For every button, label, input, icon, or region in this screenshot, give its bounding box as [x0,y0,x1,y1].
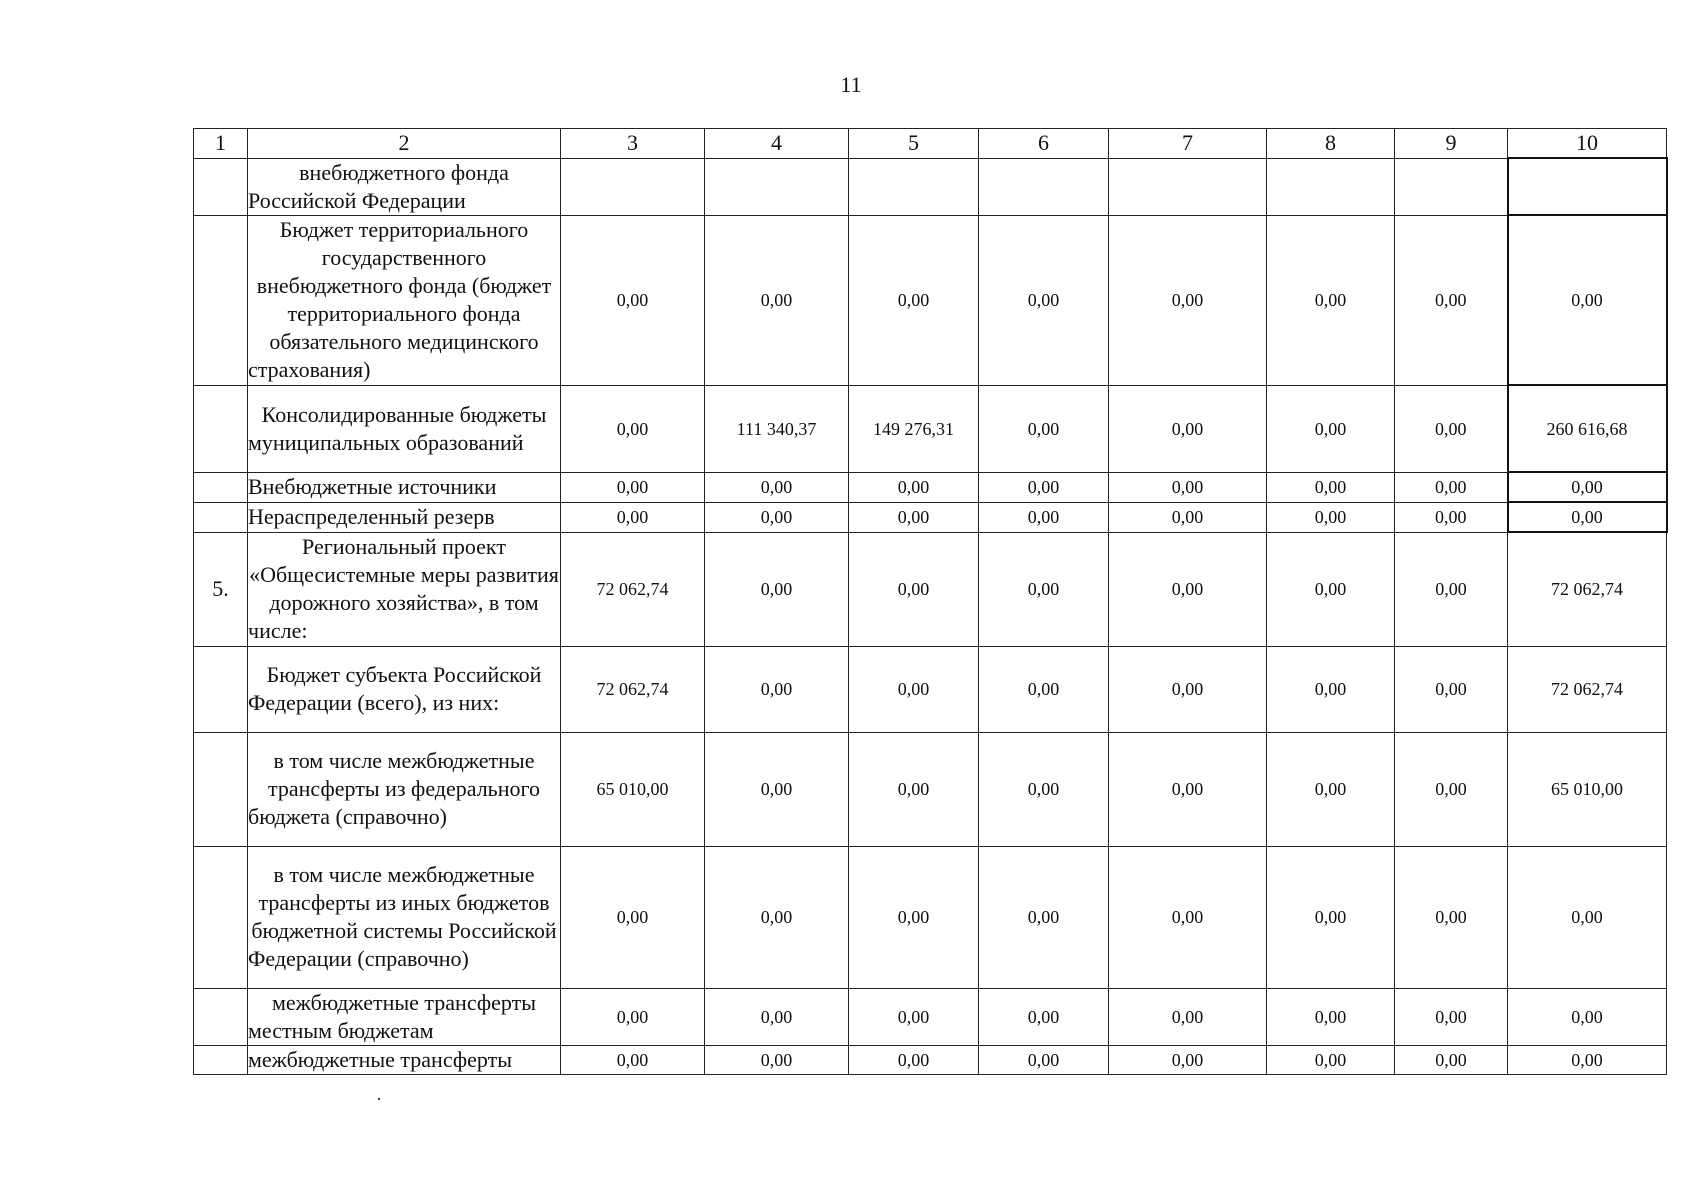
value-cell: 0,00 [1109,988,1267,1045]
total-cell: 65 010,00 [1508,732,1667,846]
row-index [194,988,248,1045]
row-label: в том числе межбюджетные трансферты из иных бюджетов бюджетной системы Российской Федерации (справочно) [248,846,561,988]
value-cell [705,158,849,215]
value-cell: 0,00 [705,646,849,732]
row-index [194,1045,248,1074]
value-cell: 0,00 [561,1045,705,1074]
row-index: 5. [194,532,248,646]
table-row [194,532,1667,646]
value-cell: 0,00 [1267,385,1395,472]
table-row [194,158,1667,215]
value-cell: 0,00 [849,472,979,502]
row-index [194,215,248,385]
value-cell [1267,158,1395,215]
row-index [194,158,248,215]
column-header: 4 [705,129,849,159]
table-row [194,215,1667,385]
value-cell: 0,00 [1109,646,1267,732]
value-cell: 72 062,74 [561,532,705,646]
row-index [194,732,248,846]
value-cell: 0,00 [1109,532,1267,646]
value-cell: 0,00 [1109,385,1267,472]
value-cell: 0,00 [1395,502,1508,532]
value-cell: 0,00 [1395,732,1508,846]
value-cell: 0,00 [1395,1045,1508,1074]
value-cell: 0,00 [1109,1045,1267,1074]
table-row [194,472,1667,502]
value-cell: 0,00 [1109,215,1267,385]
value-cell: 111 340,37 [705,385,849,472]
table-row [194,732,1667,846]
value-cell: 0,00 [1267,646,1395,732]
row-label: межбюджетные трансферты местным бюджетам [248,988,561,1045]
value-cell: 0,00 [1109,502,1267,532]
value-cell: 0,00 [1109,732,1267,846]
value-cell: 0,00 [979,732,1109,846]
table-row [194,385,1667,472]
row-index [194,385,248,472]
row-index [194,646,248,732]
total-cell [1508,158,1667,215]
total-cell: 72 062,74 [1508,646,1667,732]
value-cell: 0,00 [561,502,705,532]
table-row [194,646,1667,732]
column-header: 6 [979,129,1109,159]
value-cell: 0,00 [705,472,849,502]
value-cell [1109,158,1267,215]
value-cell: 0,00 [705,532,849,646]
column-header: 5 [849,129,979,159]
row-index [194,502,248,532]
value-cell: 0,00 [849,532,979,646]
value-cell: 0,00 [561,988,705,1045]
row-label: Нераспределенный резерв [248,502,561,532]
value-cell: 0,00 [979,846,1109,988]
value-cell: 0,00 [979,646,1109,732]
value-cell: 0,00 [979,532,1109,646]
row-index [194,846,248,988]
total-cell: 0,00 [1508,472,1667,502]
value-cell: 0,00 [705,988,849,1045]
value-cell: 0,00 [1267,215,1395,385]
column-header: 8 [1267,129,1395,159]
value-cell: 0,00 [849,988,979,1045]
table-row [194,502,1667,532]
value-cell: 0,00 [1267,846,1395,988]
value-cell: 0,00 [1267,1045,1395,1074]
scan-speck [378,1098,380,1100]
value-cell: 0,00 [561,472,705,502]
value-cell: 0,00 [849,1045,979,1074]
total-cell: 72 062,74 [1508,532,1667,646]
total-cell: 0,00 [1508,846,1667,988]
row-label: Бюджет субъекта Российской Федерации (всего), из них: [248,646,561,732]
table-row [194,846,1667,988]
value-cell: 0,00 [979,472,1109,502]
value-cell: 0,00 [1395,646,1508,732]
row-label: межбюджетные трансферты [248,1045,561,1074]
column-number-row [194,129,1667,159]
page-number: 11 [840,72,862,97]
value-cell: 0,00 [705,215,849,385]
value-cell: 65 010,00 [561,732,705,846]
column-header: 3 [561,129,705,159]
total-cell: 0,00 [1508,502,1667,532]
value-cell: 149 276,31 [849,385,979,472]
total-cell: 0,00 [1508,988,1667,1045]
table-row [194,988,1667,1045]
row-label: Бюджет территориального государственного внебюджетного фонда (бюджет территориального фонда обязательного медицинского страхования) [248,215,561,385]
value-cell: 0,00 [1267,732,1395,846]
row-label: внебюджетного фонда Российской Федерации [248,158,561,215]
column-header: 7 [1109,129,1267,159]
row-label: в том числе межбюджетные трансферты из федерального бюджета (справочно) [248,732,561,846]
total-cell: 0,00 [1508,215,1667,385]
row-index [194,472,248,502]
value-cell [561,158,705,215]
column-header: 9 [1395,129,1508,159]
value-cell: 0,00 [979,385,1109,472]
total-cell: 260 616,68 [1508,385,1667,472]
value-cell: 0,00 [1395,385,1508,472]
column-header: 1 [194,129,248,159]
value-cell: 0,00 [561,385,705,472]
value-cell: 0,00 [849,846,979,988]
row-label: Консолидированные бюджеты муниципальных образований [248,385,561,472]
value-cell: 72 062,74 [561,646,705,732]
value-cell: 0,00 [979,988,1109,1045]
total-cell: 0,00 [1508,1045,1667,1074]
value-cell: 0,00 [979,215,1109,385]
value-cell: 0,00 [979,1045,1109,1074]
value-cell: 0,00 [705,502,849,532]
value-cell: 0,00 [849,646,979,732]
value-cell: 0,00 [849,215,979,385]
table-row [194,1045,1667,1074]
value-cell: 0,00 [1395,532,1508,646]
value-cell [979,158,1109,215]
column-header: 10 [1508,129,1667,159]
value-cell: 0,00 [705,846,849,988]
value-cell: 0,00 [1109,846,1267,988]
value-cell: 0,00 [561,846,705,988]
budget-table [193,128,1668,1075]
value-cell: 0,00 [1109,472,1267,502]
value-cell: 0,00 [1395,215,1508,385]
row-label: Внебюджетные источники [248,472,561,502]
value-cell [849,158,979,215]
value-cell [1395,158,1508,215]
value-cell: 0,00 [1395,988,1508,1045]
value-cell: 0,00 [1395,846,1508,988]
value-cell: 0,00 [705,732,849,846]
column-header: 2 [248,129,561,159]
value-cell: 0,00 [1267,988,1395,1045]
value-cell: 0,00 [561,215,705,385]
value-cell: 0,00 [1267,472,1395,502]
value-cell: 0,00 [1267,502,1395,532]
value-cell: 0,00 [705,1045,849,1074]
row-label: Региональный проект «Общесистемные меры развития дорожного хозяйства», в том числе: [248,532,561,646]
value-cell: 0,00 [849,502,979,532]
value-cell: 0,00 [1267,532,1395,646]
value-cell: 0,00 [1395,472,1508,502]
value-cell: 0,00 [979,502,1109,532]
value-cell: 0,00 [849,732,979,846]
